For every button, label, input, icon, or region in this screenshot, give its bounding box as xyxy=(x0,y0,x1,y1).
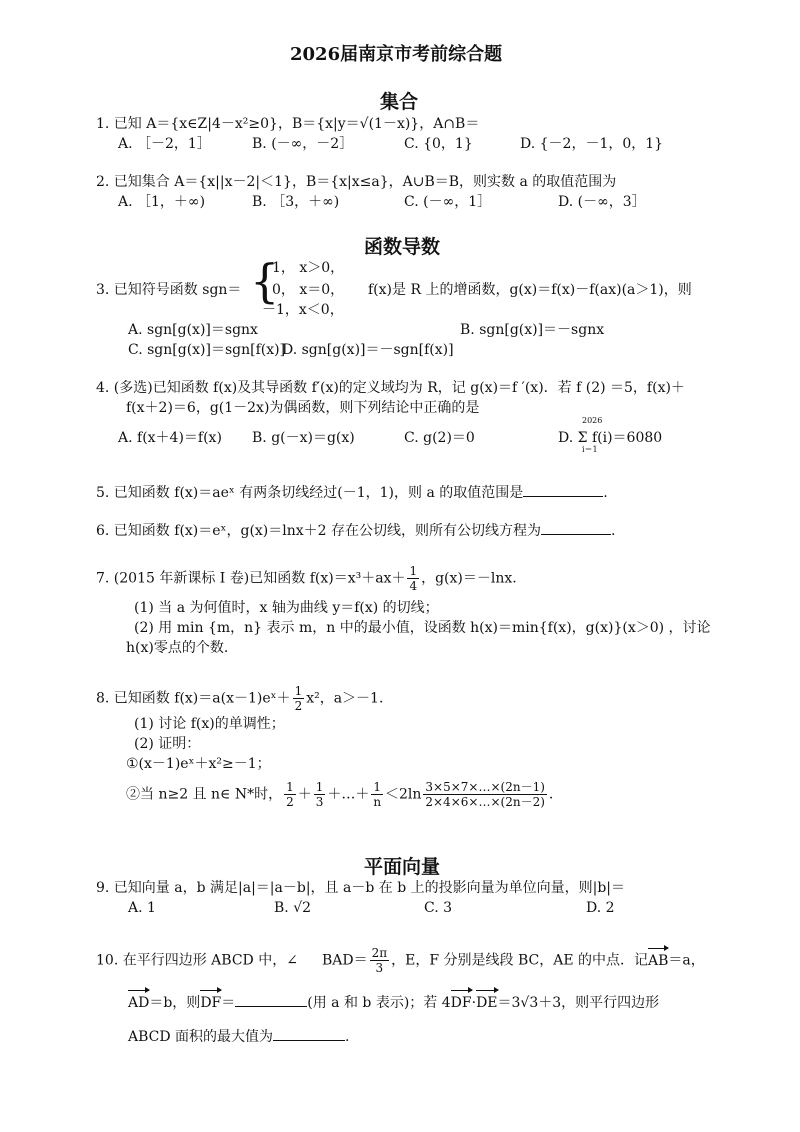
question-10-l3: ABCD 面积的最大值为 xyxy=(128,1029,274,1045)
answer-blank xyxy=(541,520,611,535)
question-7-part-2: (2) 用 min {m，n} 表示 m，n 中的最小值，设函数 h(x)＝min{f(x)，g(x)}(x＞0) ，讨论 xyxy=(134,620,711,636)
question-1-option-d: D. {－2，－1，0，1} xyxy=(520,136,664,152)
vector-ab: AB xyxy=(647,952,669,969)
question-9-option-c: C. 3 xyxy=(424,900,453,916)
fraction xyxy=(314,780,326,809)
fraction xyxy=(293,684,305,713)
question-3-case-2: 0， x＝0， xyxy=(272,282,345,298)
fraction-denominator: 2 xyxy=(294,699,303,713)
fraction-numerator: 3×5×7×…×(2n－1) xyxy=(425,780,545,794)
question-2-option-b: B. ［3，＋∞) xyxy=(252,194,340,210)
question-10-line-2 xyxy=(128,992,659,1013)
question-6 xyxy=(96,520,615,541)
answer-blank xyxy=(235,992,307,1007)
question-2-stem: 2. 已知集合 A＝{x||x－2|＜1}，B＝{x|x≤a}，A∪B＝B，则实数 a 的取值范围为 xyxy=(96,174,617,190)
sum-upper-limit: 2026 xyxy=(582,416,603,425)
fraction-numerator: 2π xyxy=(371,946,388,960)
vector-de: DE xyxy=(476,995,498,1011)
question-6-end: . xyxy=(611,523,616,539)
fraction-numerator: 1 xyxy=(373,780,382,794)
question-9-option-a: A. 1 xyxy=(128,900,156,916)
fraction-numerator: 1 xyxy=(294,684,303,698)
question-3-case-1: 1， x＞0， xyxy=(272,260,345,276)
question-10-line-1 xyxy=(96,946,705,975)
question-4-line-1: 4. (多选)已知函数 f(x)及其导函数 f′(x)的定义域均为 R，记 g(x)＝f ′(x)．若 f (2) ＝5，f(x)＋ xyxy=(96,380,685,396)
question-8-stem-a: 8. 已知函数 f(x)＝a(x－1)eˣ＋ xyxy=(96,690,291,707)
question-7-stem-a: 7. (2015 年新课标 I 卷)已知函数 f(x)＝x³＋ax＋ xyxy=(96,570,406,587)
question-8-part-2: (2) 证明： xyxy=(134,736,201,752)
question-3-option-c: C. sgn[g(x)]＝sgn[f(x)] xyxy=(128,342,286,358)
fraction-numerator: 1 xyxy=(315,780,324,794)
question-7-part-1: (1) 当 a 为何值时，x 轴为曲线 y＝f(x) 的切线； xyxy=(134,600,439,616)
section-heading-functions: 函数导数 xyxy=(364,236,441,258)
question-9-stem: 9. 已知向量 a，b 满足|a|＝|a－b|，且 a－b 在 b 上的投影向量为单位向量，则|b|＝ xyxy=(96,880,626,896)
question-4-option-a: A. f(x＋4)＝f(x) xyxy=(118,430,222,446)
fraction-numerator: 1 xyxy=(409,564,418,578)
fraction-denominator: 3 xyxy=(375,961,384,975)
question-10-end: . xyxy=(345,1029,350,1045)
question-9-option-b: B. √2 xyxy=(274,900,312,916)
question-5-end: . xyxy=(603,485,608,501)
question-10-l1-c: ，E，F 分别是线段 BC，AE 的中点．记 xyxy=(391,952,648,969)
answer-blank xyxy=(523,482,603,497)
question-4-line-2: f(x＋2)＝6，g(1－2x)为偶函数，则下列结论中正确的是 xyxy=(126,400,480,416)
answer-blank xyxy=(273,1026,345,1041)
question-8-part-4: ②当 n≥2 且 n∈ N*时， $\frac{1}{2}$ ＋ $\frac{1}{3}$ ＋…＋ $\frac{1}{n}$ ＜2ln $\frac{3\times 5\times 7\times\dots\times(2n-1)}{2\times 4\times 6\times\dots\times(2n-2)}$ . xyxy=(126,780,554,809)
vector-ad: AD xyxy=(128,995,150,1011)
question-1-option-c: C. {0，1} xyxy=(404,136,473,152)
question-7-part-3: h(x)零点的个数. xyxy=(126,640,229,656)
question-2-option-a: A. ［1，＋∞) xyxy=(118,194,206,210)
question-10-l2-d: ＝3√3＋3，则平行四边形 xyxy=(497,995,660,1011)
question-2-option-d: D. (－∞，3］ xyxy=(558,194,646,210)
question-4-option-d: D. Σ f(i)＝6080 xyxy=(558,430,663,446)
question-10-l1-b: BAD＝ xyxy=(321,952,368,969)
fraction xyxy=(370,946,390,975)
question-5 xyxy=(96,482,608,503)
question-8-part-1: (1) 讨论 f(x)的单调性； xyxy=(134,716,285,732)
vector-df-2: DF xyxy=(450,995,472,1011)
question-9-option-d: D. 2 xyxy=(586,900,615,916)
question-7-stem-b: ，g(x)＝－lnx. xyxy=(421,570,517,587)
question-10-line-3 xyxy=(128,1026,350,1047)
question-3-prefix: 3. 已知符号函数 sgn＝ xyxy=(96,282,242,298)
vector-df: DF xyxy=(200,995,222,1011)
section-heading-vectors: 平面向量 xyxy=(364,856,441,878)
question-1-option-a: A. ［－2，1］ xyxy=(118,136,211,152)
question-8-ellipsis: ＋…＋ xyxy=(327,786,370,803)
question-10-l2-b: ＝ xyxy=(221,995,236,1011)
question-5-text: 5. 已知函数 f(x)＝aeˣ 有两条切线经过(－1，1)，则 a 的取值范围是 xyxy=(96,485,524,501)
question-3-option-a: A. sgn[g(x)]＝sgnx xyxy=(128,322,258,338)
question-6-text: 6. 已知函数 f(x)＝eˣ，g(x)＝lnx＋2 存在公切线，则所有公切线方程为 xyxy=(96,523,542,539)
fraction-denominator: 3 xyxy=(315,795,324,809)
question-8-end: . xyxy=(548,786,554,803)
piecewise-brace-icon: { xyxy=(250,254,280,308)
fraction-denominator: 4 xyxy=(409,579,418,593)
question-10-l1-a: 10. 在平行四边形 ABCD 中，∠ xyxy=(96,952,298,969)
question-3-case-3: －1，x＜0， xyxy=(262,302,344,318)
fraction xyxy=(284,780,296,809)
fraction xyxy=(371,780,383,809)
question-8-stem xyxy=(96,684,383,713)
section-heading-sets: 集合 xyxy=(380,91,419,113)
question-10-l2-a: ＝b，则 xyxy=(149,995,201,1011)
question-8-part-4-a: ②当 n≥2 且 n∈ N*时， xyxy=(126,786,283,803)
question-10-l1-d: ＝a， xyxy=(668,952,705,969)
question-2-option-c: C. (－∞，1］ xyxy=(404,194,492,210)
fraction-numerator: 1 xyxy=(286,780,294,794)
question-4-option-b: B. g(－x)＝g(x) xyxy=(252,430,355,446)
question-1-stem: 1. 已知 A＝{x∈Z|4－x²≥0}，B＝{x|y＝√(1－x)}，A∩B＝ xyxy=(96,116,480,132)
fraction-denominator: n xyxy=(373,795,382,809)
question-7-stem xyxy=(96,564,517,593)
question-3-option-d: D. sgn[g(x)]＝－sgn[f(x)] xyxy=(282,342,454,358)
fraction xyxy=(407,564,419,593)
fraction-denominator: 2 xyxy=(286,795,294,809)
fraction-denominator: 2×4×6×…×(2n－2) xyxy=(425,795,545,809)
sum-lower-limit: i＝1 xyxy=(582,445,598,454)
fraction xyxy=(423,780,547,809)
question-10-l2-c: (用 a 和 b 表示)；若 4 xyxy=(307,995,451,1011)
question-4-option-c: C. g(2)＝0 xyxy=(404,430,475,446)
page-title: 2026届南京市考前综合题 xyxy=(290,44,503,65)
question-8-stem-b: x²，a＞－1. xyxy=(306,690,384,707)
question-1-option-b: B. (－∞，－2］ xyxy=(252,136,354,152)
question-8-inequality: ＜2ln xyxy=(385,786,422,803)
dot-operator: · xyxy=(471,995,477,1011)
question-3-suffix: f(x)是 R 上的增函数，g(x)＝f(x)－f(ax)(a＞1)，则 xyxy=(368,282,692,298)
question-8-part-3: ①(x－1)eˣ＋x²≥－1； xyxy=(126,756,271,772)
question-3-option-b: B. sgn[g(x)]＝－sgnx xyxy=(460,322,605,338)
